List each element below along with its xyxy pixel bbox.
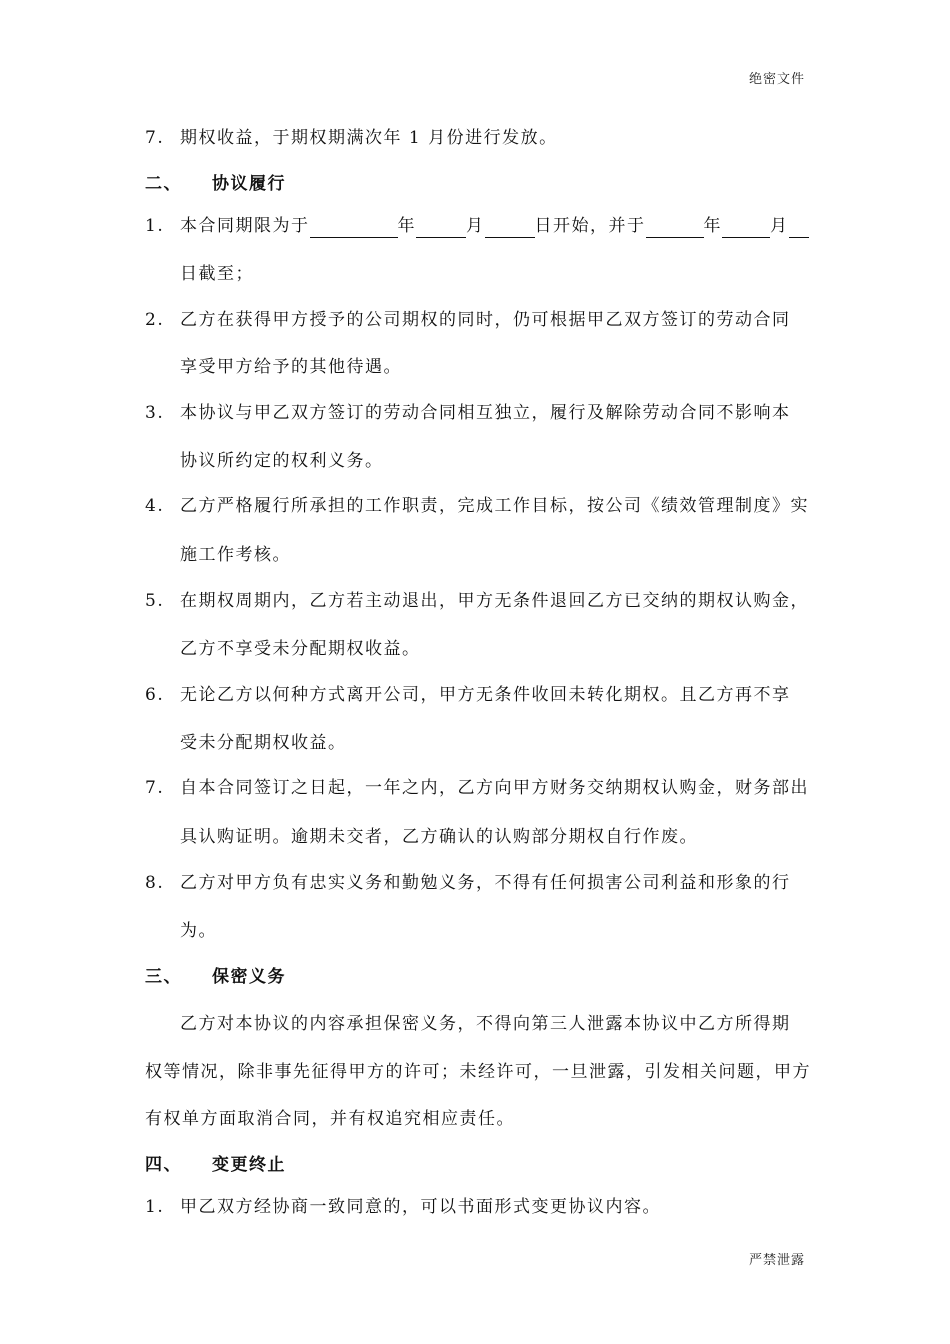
- item-text: 期权收益，于期权期满次年 1 月份进行发放。: [180, 128, 558, 148]
- item-number: 1.: [145, 216, 165, 236]
- item-text: 甲乙双方经协商一致同意的，可以书面形式变更协议内容。: [180, 1197, 661, 1217]
- text-segment: 月: [466, 216, 485, 236]
- text-segment: 日开始，并于: [534, 216, 646, 236]
- paragraph-text: 权等情况，除非事先征得甲方的许可；未经许可，一旦泄露，引发相关问题，甲方: [145, 1062, 811, 1082]
- item-number: 5.: [145, 591, 165, 611]
- item-text: 自本合同签订之日起，一年之内，乙方向甲方财务交纳期权认购金，财务部出: [180, 778, 809, 798]
- text-segment: 年: [397, 216, 416, 236]
- item-text: 无论乙方以何种方式离开公司，甲方无条件收回未转化期权。且乙方再不享: [180, 685, 791, 705]
- item-number: 3.: [145, 403, 165, 423]
- text-segment: 年: [703, 216, 722, 236]
- paragraph-text: 乙方对本协议的内容承担保密义务，不得向第三人泄露本协议中乙方所得期: [180, 1014, 791, 1034]
- item-text: 乙方不享受未分配期权收益。: [180, 639, 421, 659]
- section-number: 三、: [145, 967, 182, 987]
- item-text: 在期权周期内，乙方若主动退出，甲方无条件退回乙方已交纳的期权认购金，: [180, 591, 809, 611]
- text-segment: 月: [770, 216, 789, 236]
- item-text: 乙方对甲方负有忠实义务和勤勉义务，不得有任何损害公司利益和形象的行: [180, 873, 791, 893]
- item-number: 2.: [145, 310, 165, 330]
- confidential-label: 绝密文件: [748, 72, 805, 87]
- text-segment: 本合同期限为于: [180, 216, 310, 236]
- item-text: 受未分配期权收益。: [180, 733, 347, 753]
- section-number: 二、: [145, 174, 182, 194]
- item-text: 本协议与甲乙双方签订的劳动合同相互独立，履行及解除劳动合同不影响本: [180, 403, 791, 423]
- item-text: 具认购证明。逾期未交者，乙方确认的认购部分期权自行作废。: [180, 827, 698, 847]
- item-number: 7.: [145, 778, 165, 798]
- paragraph-text: 有权单方面取消合同，并有权追究相应责任。: [145, 1109, 515, 1129]
- item-text: 施工作考核。: [180, 545, 291, 565]
- section-title: 保密义务: [212, 967, 286, 987]
- item-number: 8.: [145, 873, 165, 893]
- section-number: 四、: [145, 1155, 182, 1175]
- blank-month-start[interactable]: [416, 219, 466, 238]
- item-number: 6.: [145, 685, 165, 705]
- section-title: 协议履行: [212, 174, 286, 194]
- blank-day-start[interactable]: [485, 219, 535, 238]
- footer-notice: 严禁泄露: [748, 1253, 805, 1268]
- blank-day-end[interactable]: [789, 219, 809, 238]
- item-text: 协议所约定的权利义务。: [180, 451, 384, 471]
- blank-year-start[interactable]: [310, 219, 398, 238]
- item-number: 4.: [145, 496, 165, 516]
- item-text: 日截至；: [180, 264, 254, 284]
- item-text: 乙方严格履行所承担的工作职责，完成工作目标，按公司《绩效管理制度》实: [180, 496, 809, 516]
- section-title: 变更终止: [212, 1155, 286, 1175]
- blank-month-end[interactable]: [722, 219, 770, 238]
- item-number: 1.: [145, 1197, 165, 1217]
- item-text: [180, 214, 809, 238]
- item-number: 7.: [145, 128, 165, 148]
- item-text: 享受甲方给予的其他待遇。: [180, 357, 402, 377]
- blank-year-end[interactable]: [646, 219, 704, 238]
- item-text: 为。: [180, 921, 217, 941]
- item-text: 乙方在获得甲方授予的公司期权的同时，仍可根据甲乙双方签订的劳动合同: [180, 310, 791, 330]
